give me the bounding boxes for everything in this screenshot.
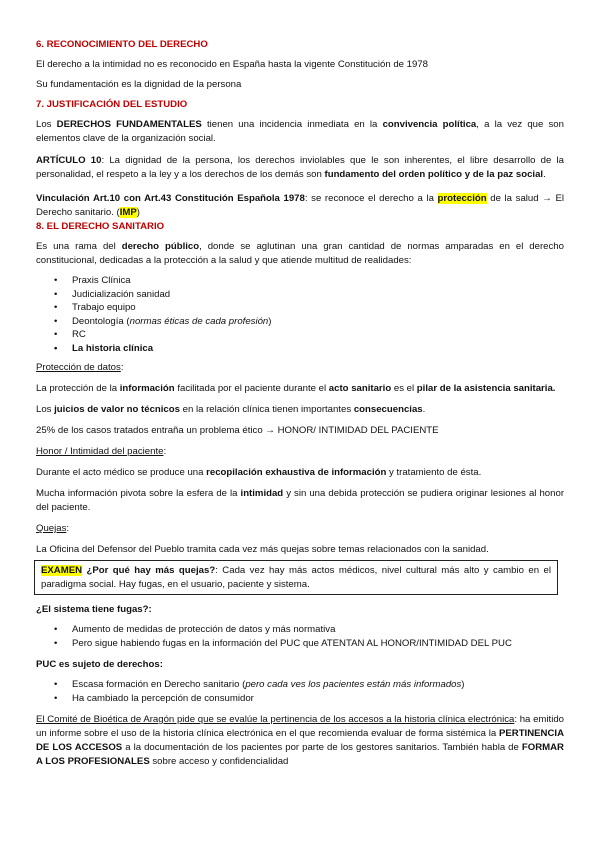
honor-paragraph-2: Mucha información pivota sobre la esfera de la intimidad y sin una debida protección se pudiera originar lesiones al honor del paciente. [36, 488, 565, 513]
list-item: • Escasa formación en Derecho sanitario (pero cada ves los pacientes están más informados) [36, 678, 564, 692]
quejas-title: Quejas: [36, 523, 70, 534]
proteccion-paragraph-3: 25% de los casos tratados entraña un problema ético → HONOR/ INTIMIDAD DEL PACIENTE [36, 425, 439, 436]
s7-vinculacion: Vinculación Art.10 con Art.43 Constitución Española 1978: se reconoce el derecho a la protección de la salud → El Derecho sanitario. (IMP) [36, 193, 564, 218]
list-item: • Trabajo equipo [36, 301, 564, 315]
fugas-list [36, 623, 564, 650]
realidades-list [36, 274, 564, 355]
section-7-heading: 7. JUSTIFICACIÓN DEL ESTUDIO [36, 99, 188, 110]
honor-paragraph-1: Durante el acto médico se produce una recopilación exhaustiva de información y tratamiento de ésta. [36, 467, 482, 478]
proteccion-paragraph-2: Los juicios de valor no técnicos en la relación clínica tienen importantes consecuencias. [36, 404, 426, 415]
proteccion-paragraph-1: La protección de la información facilitada por el paciente durante el acto sanitario es el pilar de la asistencia sanitaria. [36, 383, 556, 394]
section-6-heading: 6. RECONOCIMIENTO DEL DERECHO [36, 39, 208, 50]
honor-intimidad-title: Honor / Intimidad del paciente: [36, 446, 167, 457]
exam-question-text: EXAMEN ¿Por qué hay más quejas?: Cada vez hay más actos médicos, nivel cultural más alto y cambio en el paradigma social. Hay fugas, en el usuario, paciente y sistema. [41, 565, 551, 590]
document-page [36, 36, 564, 769]
s7-paragraph-1: Los DERECHOS FUNDAMENTALES tienen una incidencia inmediata en la convivencia política, a la vez que son elementos clave de la organización social. [36, 119, 564, 144]
s6-paragraph-2: Su fundamentación es la dignidad de la persona [36, 79, 242, 90]
quejas-paragraph-1: La Oficina del Defensor del Pueblo tramita cada vez más quejas sobre temas relacionados con la sanidad. [36, 544, 489, 555]
list-item: • Ha cambiado la percepción de consumidor [36, 692, 564, 706]
puc-list [36, 678, 564, 705]
list-item: • Aumento de medidas de protección de datos y más normativa [36, 623, 564, 637]
section-8-heading: 8. EL DERECHO SANITARIO [36, 221, 165, 232]
list-item: • Judicialización sanidad [36, 288, 564, 302]
exam-question-box [34, 560, 558, 595]
list-item: • Pero sigue habiendo fugas en la información del PUC que ATENTAN AL HONOR/INTIMIDAD DEL PUC [36, 637, 564, 651]
proteccion-datos-title: Protección de datos: [36, 362, 124, 373]
fugas-title: ¿El sistema tiene fugas?: [36, 604, 152, 615]
puc-title: PUC es sujeto de derechos: [36, 659, 163, 670]
list-item: • Praxis Clínica [36, 274, 564, 288]
comite-paragraph: El Comité de Bioética de Aragón pide que se evalúe la pertinencia de los accesos a la historia clínica electrónica: ha emitido un informe sobre el uso de la historia clínica electrónica en el que recomienda evaluar de forma sistémica la PERTINENCIA DE LOS ACCESOS a la documentación de los pacientes por parte de los gestores sanitarios. También habla de FORMAR A LOS PROFESIONALES sobre acceso y confidencialidad [36, 714, 564, 767]
list-item: • RC [36, 328, 564, 342]
s7-article-10: ARTÍCULO 10: La dignidad de la persona, los derechos inviolables que le son inherentes, el libre desarrollo de la personalidad, el respeto a la ley y a los derechos de los demás son fundamento del orden político y de la paz social. [36, 155, 564, 180]
list-item: • Deontología (normas éticas de cada profesión) [36, 315, 564, 329]
s6-paragraph-1: El derecho a la intimidad no es reconocido en España hasta la vigente Constitución de 1978 [36, 59, 429, 70]
exam-badge: EXAMEN [41, 565, 83, 576]
list-item: • La historia clínica [36, 342, 564, 356]
s8-paragraph-1: Es una rama del derecho público, donde se aglutinan una gran cantidad de normas amparadas en el derecho constitucional, dedicadas a la protección a la salud y que atiende multitud de realidades: [36, 241, 564, 266]
